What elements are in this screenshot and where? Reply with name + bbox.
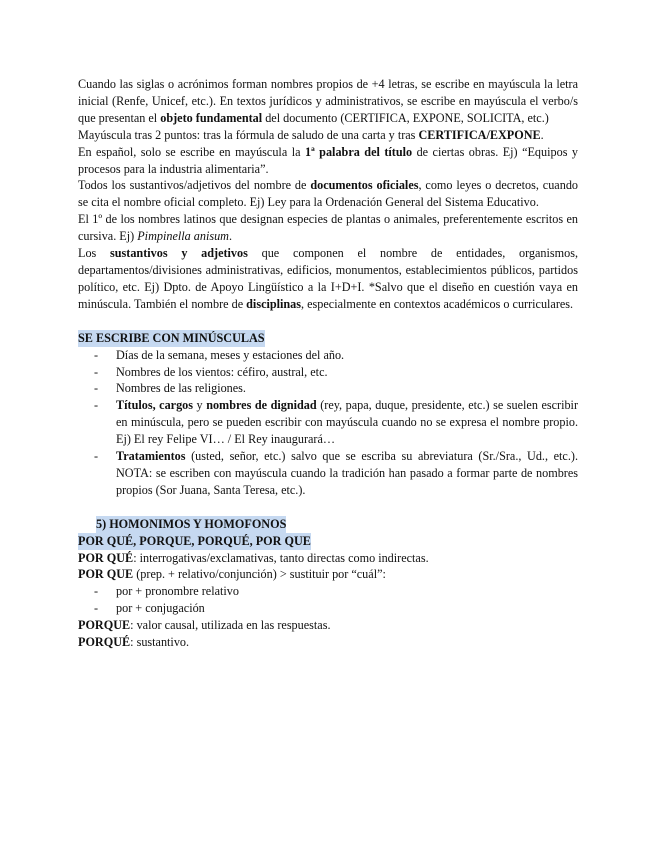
italic-term: Pimpinella anisum <box>137 229 229 244</box>
line-porque-tilde: PORQUÉ: sustantivo. <box>78 635 190 650</box>
bold-term: Títulos, cargos <box>116 398 194 413</box>
blank-line <box>78 499 578 516</box>
dash-marker: - <box>94 381 99 396</box>
paragraph-siglas: Cuando las siglas o acrónimos forman nombres propios de +4 letras, se escribe en mayúscula la letra inicial (Renfe, Unicef, etc.). En textos jurídicos y administrativos, se escribe en mayúscula el verbo/s que presentan el objeto fundamental del documento (CERTIFICA, EXPONE, SOLICITA, etc.) <box>78 77 578 125</box>
bold-term: Tratamientos <box>116 449 186 464</box>
list-item: - por + conjugación <box>94 601 205 616</box>
por-que-list <box>78 583 578 617</box>
bold-term: nombres de dignidad <box>206 398 317 413</box>
line-por-que-tilde: POR QUÉ: interrogativas/exclamativas, tanto directas como indirectas. <box>78 550 429 565</box>
heading-row <box>78 533 578 550</box>
dash-marker: - <box>94 364 99 379</box>
list-item: - Tratamientos (usted, señor, etc.) salvo que se escriba su abreviatura (Sr./Sra., Ud., etc.). NOTA: se escriben con mayúscula cuando la tradición han pasado a formar parte de nombres propios (Sor Juana, Santa Teresa, etc.). <box>94 449 578 497</box>
paragraph-dos-puntos: Mayúscula tras 2 puntos: tras la fórmula de saludo de una carta y tras CERTIFICA/EXPONE. <box>78 127 544 142</box>
bold-term: PORQUE <box>78 618 131 633</box>
bold-term: disciplinas <box>246 296 302 311</box>
bold-term: 1ª palabra del título <box>304 144 413 159</box>
document-page <box>78 76 578 651</box>
list-item: - Nombres de los vientos: céfiro, austral, etc. <box>94 364 328 379</box>
dash-marker: - <box>94 398 99 413</box>
list-item: - Títulos, cargos y nombres de dignidad (rey, papa, duque, presidente, etc.) se suelen escribir en minúscula, pero se pueden escribir con mayúscula cuando no se expresa el nombre propio. Ej) El rey Felipe VI… / El Rey inaugurará… <box>94 398 579 447</box>
bold-term: POR QUÉ <box>78 550 134 565</box>
paragraph-titulo: En español, solo se escribe en mayúscula la 1ª palabra del título de ciertas obras. Ej) “Equipos y procesos para la industria alimentaria”. <box>78 144 578 176</box>
minusculas-list <box>78 347 578 499</box>
bold-term: CERTIFICA/EXPONE <box>418 127 541 142</box>
section-heading-homonimos: 5) HOMONIMOS Y HOMOFONOS <box>96 516 287 531</box>
heading-row <box>78 330 578 347</box>
bold-term: objeto fundamental <box>160 110 263 125</box>
subheading-porque: POR QUÉ, PORQUE, PORQUÉ, POR QUE <box>78 533 311 548</box>
paragraph-entidades: Los sustantivos y adjetivos que componen el nombre de entidades, organismos, departamentos/divisiones administrativas, edificios, monumentos, establecimientos públicos, partidos político, etc. Ej) Dpto. de Apoyo Lingüístico a la I+D+I. *Salvo que el diseño en cuestión vaya en minúscula. También el nombre de disciplinas, especialmente en contextos académicos o curriculares. <box>78 246 578 311</box>
dash-marker: - <box>94 601 99 616</box>
dash-marker: - <box>94 347 99 362</box>
bold-term: POR QUE <box>78 567 134 582</box>
list-item: - Nombres de las religiones. <box>94 381 246 396</box>
bold-term: sustantivos y adjetivos <box>110 246 248 261</box>
dash-marker: - <box>94 449 99 464</box>
dash-marker: - <box>94 584 99 599</box>
line-porque: PORQUE: valor causal, utilizada en las respuestas. <box>78 618 331 633</box>
paragraph-documentos: Todos los sustantivos/adjetivos del nombre de documentos oficiales, como leyes o decretos, cuando se cita el nombre oficial completo. Ej) Ley para la Ordenación General del Sistema Educativo. <box>78 178 579 210</box>
section-heading-minusculas: SE ESCRIBE CON MINÚSCULAS <box>78 330 265 345</box>
bold-term: documentos oficiales <box>310 178 419 193</box>
heading-row <box>78 516 578 533</box>
list-item: - Días de la semana, meses y estaciones del año. <box>94 347 345 362</box>
paragraph-latinos: El 1º de los nombres latinos que designan especies de plantas o animales, preferentemente escritos en cursiva. Ej) Pimpinella anisum. <box>78 212 578 244</box>
bold-term: PORQUÉ <box>78 635 131 650</box>
list-item: - por + pronombre relativo <box>94 584 239 599</box>
blank-line <box>78 313 578 330</box>
line-por-que: POR QUE (prep. + relativo/conjunción) > sustituir por “cuál”: <box>78 567 386 582</box>
